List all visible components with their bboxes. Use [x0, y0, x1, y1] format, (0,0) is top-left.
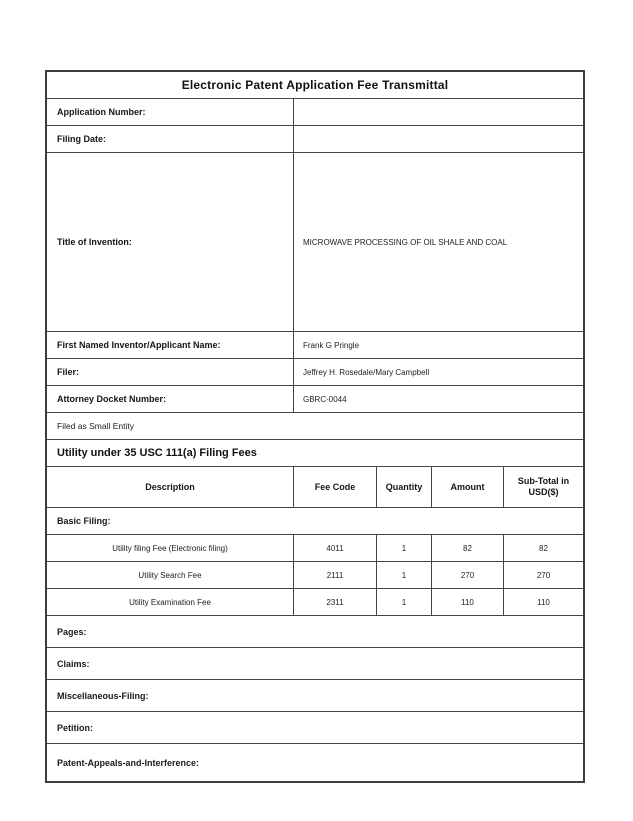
fee-code: 2111: [294, 562, 377, 588]
petition-label: Petition:: [57, 722, 93, 733]
fee-row-utility-examination: [47, 589, 583, 616]
filer-value: Jeffrey H. Rosedale/Mary Campbell: [303, 367, 430, 377]
fee-quantity: 1: [377, 562, 432, 588]
title-of-invention-label: Title of Invention:: [47, 153, 294, 331]
fee-code: 2311: [294, 589, 377, 615]
fee-amount: 82: [432, 535, 504, 561]
basic-filing-label: Basic Filing:: [57, 516, 111, 526]
attorney-docket-number-label: Attorney Docket Number:: [47, 386, 294, 412]
form-title: Electronic Patent Application Fee Transmittal: [181, 78, 449, 92]
fee-header-fee-code: Fee Code: [294, 467, 377, 507]
fee-code: 4011: [294, 535, 377, 561]
basic-filing-subsection-row: [47, 508, 583, 535]
category-row-patent-appeals: [47, 744, 583, 781]
category-row-miscellaneous-filing: [47, 680, 583, 712]
fee-row-utility-search: [47, 562, 583, 589]
title-of-invention-value: MICROWAVE PROCESSING OF OIL SHALE AND COAL: [303, 237, 508, 247]
fee-description: Utility Examination Fee: [47, 589, 294, 615]
first-named-inventor-label: First Named Inventor/Applicant Name:: [47, 332, 294, 358]
field-row-title-of-invention: [47, 153, 583, 332]
field-row-filer: [47, 359, 583, 386]
fee-row-utility-filing: [47, 535, 583, 562]
filed-as-small-entity-text: Filed as Small Entity: [57, 421, 134, 431]
fee-transmittal-form: [45, 70, 585, 783]
fee-amount: 270: [432, 562, 504, 588]
fee-description: Utility Search Fee: [47, 562, 294, 588]
filed-as-small-entity-row: [47, 413, 583, 440]
fee-subtotal: 110: [537, 597, 550, 607]
field-row-application-number: [47, 99, 583, 126]
application-number-label: Application Number:: [47, 99, 294, 125]
claims-label: Claims:: [57, 658, 90, 669]
fees-section-heading: Utility under 35 USC 111(a) Filing Fees: [57, 447, 257, 459]
fee-header-subtotal: Sub-Total in USD($): [517, 476, 570, 497]
fee-quantity: 1: [377, 535, 432, 561]
category-row-claims: [47, 648, 583, 680]
fee-subtotal: 270: [536, 570, 551, 580]
category-row-pages: [47, 616, 583, 648]
field-row-first-named-inventor: [47, 332, 583, 359]
fee-header-amount: Amount: [432, 467, 504, 507]
field-row-attorney-docket-number: [47, 386, 583, 413]
application-number-value: [294, 99, 583, 125]
fee-amount: 110: [432, 589, 504, 615]
filing-date-label: Filing Date:: [47, 126, 294, 152]
fee-quantity: 1: [377, 589, 432, 615]
patent-appeals-label: Patent-Appeals-and-Interference:: [57, 757, 200, 768]
field-row-filing-date: [47, 126, 583, 153]
miscellaneous-filing-label: Miscellaneous-Filing:: [57, 690, 149, 701]
first-named-inventor-value: Frank G Pringle: [303, 340, 360, 350]
form-title-row: [47, 72, 583, 99]
pages-label: Pages:: [57, 626, 87, 637]
attorney-docket-number-value: GBRC-0044: [303, 394, 347, 404]
fee-subtotal: 82: [539, 543, 548, 553]
category-row-petition: [47, 712, 583, 744]
fee-table-header-row: [47, 467, 583, 508]
fees-section-heading-row: [47, 440, 583, 467]
fee-description: Utility filing Fee (Electronic filing): [47, 535, 294, 561]
filing-date-value: [294, 126, 583, 152]
fee-header-quantity: Quantity: [377, 467, 432, 507]
fee-header-description: Description: [47, 467, 294, 507]
filer-label: Filer:: [47, 359, 294, 385]
